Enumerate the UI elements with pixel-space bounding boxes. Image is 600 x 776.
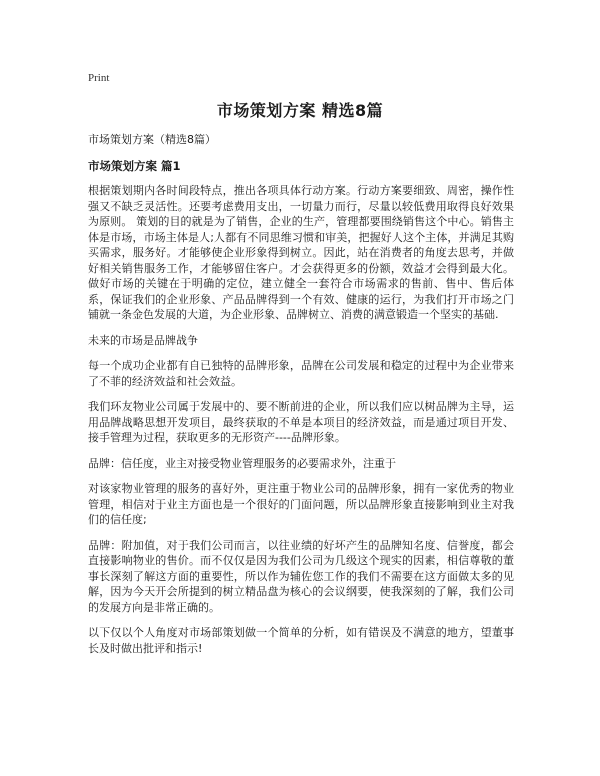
print-link[interactable]: Print xyxy=(88,72,110,84)
paragraph: 品牌：附加值，对于我们公司而言，以往业绩的好坏产生的品牌知名度、信誉度，都会直接影响物业的售价。而不仅仅是因为我们公司为几级这个现实的因素，相信尊敬的董事长深刻了解这方面的重要性，所以作为辅佐您工作的我们不需要在这方面做太多的见解，因为今天开会所提到的树立精品盘为核心的会议纲要，使我深刻的了解，我们公司的发展方向是非常正确的。 xyxy=(88,538,514,614)
section-heading: 市场策划方案 篇1 xyxy=(88,158,181,173)
paragraph: 以下仅以个人角度对市场部策划做一个简单的分析，如有错误及不满意的地方，望董事长及时做出批评和指示! xyxy=(88,626,514,655)
paragraph: 我们环友物业公司属于发展中的、要不断前进的企业，所以我们应以树品牌为主导，运用品牌战略思想开发项目，最终获取的不单是本项目的经济效益，而是通过项目开发、接手管理为过程，获取更多的无形资产----品牌形象。 xyxy=(88,400,514,444)
document-body xyxy=(88,132,514,666)
paragraph: 未来的市场是品牌战争 xyxy=(88,333,198,347)
page-title: 市场策划方案 精选8篇 xyxy=(216,101,384,120)
paragraph: 对该家物业管理的服务的喜好外，更注重于物业公司的品牌形象，拥有一家优秀的物业管理，相信对于业主方面也是一个很好的门面问题，所以品牌形象直接影响到业主对我们的信任度; xyxy=(88,482,514,526)
document-subtitle: 市场策划方案（精选8篇） xyxy=(88,133,216,146)
paragraph: 品牌：信任度，业主对接受物业管理服务的必要需求外，注重于 xyxy=(88,456,396,470)
paragraph: 每一个成功企业都有自已独特的品牌形象，品牌在公司发展和稳定的过程中为企业带来了不菲的经济效益和社会效益。 xyxy=(88,359,514,388)
paragraph: 根据策划期内各时间段特点，推出各项具体行动方案。行动方案要细致、周密，操作性强又不缺乏灵活性。还要考虑费用支出，一切量力而行，尽量以较低费用取得良好效果为原则。 策划的目的就是为了销售，企业的生产，管理都要围绕销售这个中心。销售主体是市场，市场主体是人;人都有不同思维习惯和审美，把握好人这个主体，并满足其购买需求，服务好。才能够使企业形象得到树立。因此，站在消费者的角度去思考，并做好相关销售服务工作，才能够留住客户。才会获得更多的份额，效益才会得到最大化。做好市场的关键在于明确的定位，建立健全一套符合市场需求的售前、售中、售后体系，保证我们的企业形象、产品品牌得到一个有效、健康的运行，为我们打开市场之门铺就一条金色发展的大道，为企业形象、品牌树立、消费的满意锻造一个坚实的基础. xyxy=(88,184,515,321)
